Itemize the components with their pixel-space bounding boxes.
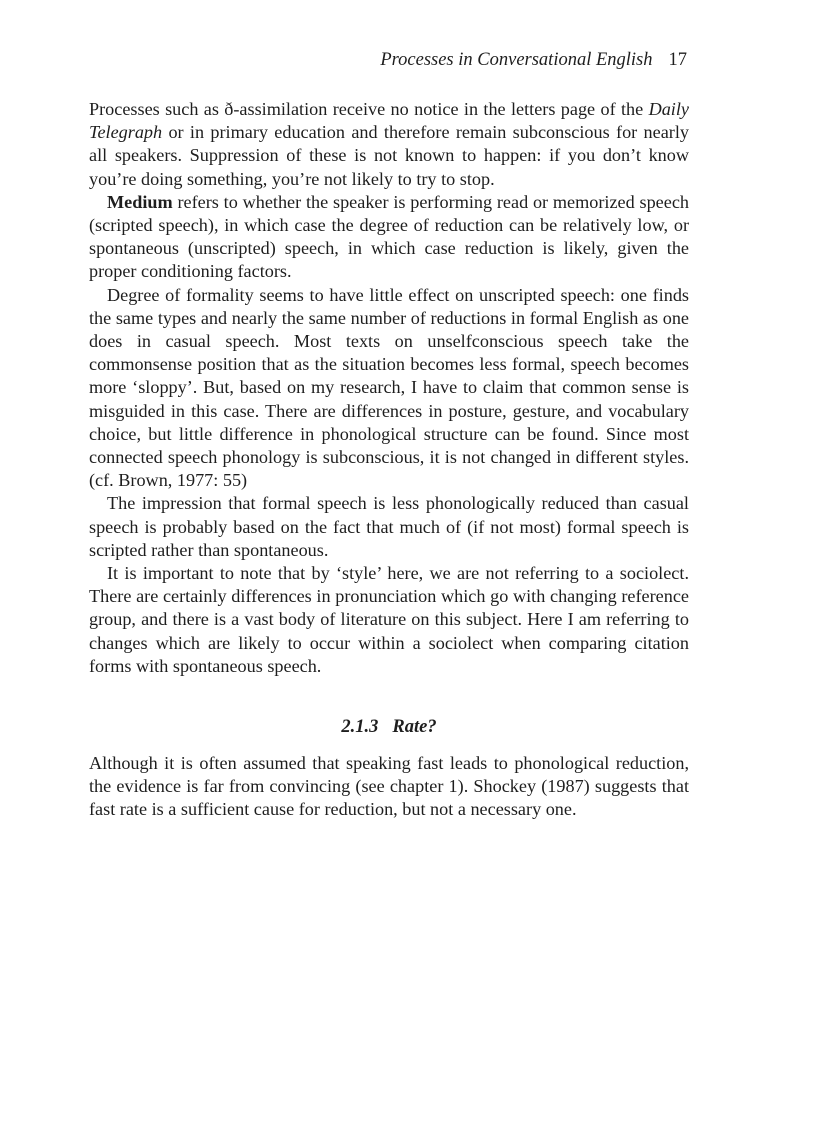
running-title: Processes in Conversational English xyxy=(380,50,653,70)
paragraph: Although it is often assumed that speaking fast leads to phonological reduction, the evidence is far from convincing (see chapter 1). Shockey (1987) suggests that fast rate is a sufficient cause for reduction, but not a necessary one. xyxy=(89,753,689,820)
section-title: Rate? xyxy=(392,717,437,738)
page-number: 17 xyxy=(668,50,687,70)
newspaper-title: Daily Telegraph xyxy=(89,99,689,143)
paragraph xyxy=(89,191,689,284)
paragraph-text: Processes such as ð-assimilation receive no notice in the letters page of the xyxy=(89,99,649,119)
paragraph xyxy=(89,98,689,191)
paragraph: The impression that formal speech is less phonologically reduced than casual speech is probably based on the fact that much of (if not most) formal speech is scripted rather than spontaneous. xyxy=(89,493,689,560)
paragraph: Degree of formality seems to have little effect on unscripted speech: one finds the same types and nearly the same number of reductions in formal English as one does in casual speech. Most texts on unselfconscious speech take the commonsense position that as the situation becomes less formal, speech becomes more ‘sloppy’. But, based on my research, I have to claim that common sense is misguided in this case. There are differences in posture, gesture, and vocabulary choice, but little difference in phonological structure can be found. Since most connected speech phonology is subconscious, it is not changed in different styles. (cf. Brown, 1977: 55) xyxy=(89,284,689,491)
section-number: 2.1.3 xyxy=(341,717,379,738)
running-head xyxy=(380,50,687,71)
section-heading xyxy=(89,716,689,739)
paragraph: It is important to note that by ‘style’ here, we are not referring to a sociolect. There are certainly differences in pronunciation which go with changing reference group, and there is a vast body of literature on this subject. Here I am referring to changes which are likely to occur within a sociolect when comparing citation forms with spontaneous speech. xyxy=(89,563,689,676)
term-medium: Medium xyxy=(107,191,173,212)
body-text xyxy=(89,98,689,822)
paragraph-text: or in primary education and therefore remain subconscious for nearly all speakers. Suppression of these is not known to happen: if you don’t know you’re doing something, you’re not likely to try to stop. xyxy=(89,122,689,189)
paragraph-text: refers to whether the speaker is performing read or memorized speech (scripted speech), in which case the degree of reduction can be relatively low, or spontaneous (unscripted) speech, in which case reduction is likely, given the proper conditioning factors. xyxy=(89,191,689,282)
